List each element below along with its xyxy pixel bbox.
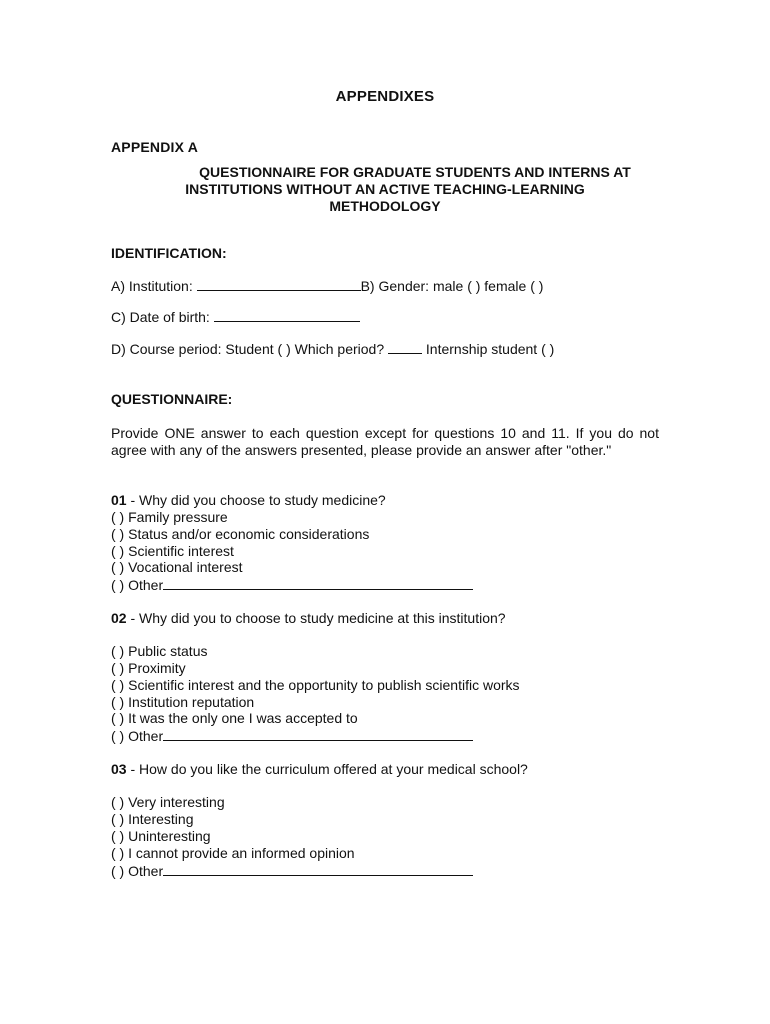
- period-field[interactable]: [388, 340, 422, 354]
- page-title: APPENDIXES: [335, 88, 435, 105]
- option-item[interactable]: ( ) Proximity: [111, 660, 186, 676]
- option-item[interactable]: ( ) Status and/or economic considerations: [111, 526, 370, 542]
- questionnaire-title-line1: QUESTIONNAIRE FOR GRADUATE STUDENTS AND INTERNS AT: [199, 164, 631, 180]
- option-item[interactable]: ( ) Scientific interest: [111, 543, 234, 559]
- question-text: - Why did you choose to study medicine?: [126, 492, 386, 508]
- appendix-label: APPENDIX A: [111, 139, 199, 155]
- question-text: - Why did you to choose to study medicine at this institution?: [126, 610, 506, 626]
- institution-label: A) Institution:: [111, 278, 197, 294]
- option-other-label: ( ) Other: [111, 577, 164, 593]
- option-item[interactable]: ( ) It was the only one I was accepted to: [111, 710, 358, 726]
- question-number: 02: [111, 610, 127, 626]
- question-number: 03: [111, 761, 127, 777]
- question-01: [111, 492, 386, 508]
- questionnaire-title-line3: METHODOLOGY: [329, 198, 441, 214]
- dob-row: [111, 308, 360, 325]
- internship-label: Internship student ( ): [422, 341, 555, 357]
- option-other-label: ( ) Other: [111, 728, 164, 744]
- question-02: [111, 610, 506, 626]
- other-field[interactable]: [163, 862, 473, 876]
- identification-header: IDENTIFICATION:: [111, 245, 227, 261]
- option-item[interactable]: ( ) Institution reputation: [111, 694, 255, 710]
- question-number: 01: [111, 492, 127, 508]
- questionnaire-header: QUESTIONNAIRE:: [111, 391, 233, 407]
- institution-row: [111, 277, 543, 294]
- question-03: [111, 761, 528, 777]
- option-item[interactable]: ( ) I cannot provide an informed opinion: [111, 845, 355, 861]
- other-field[interactable]: [163, 727, 473, 741]
- gender-label: B) Gender: male ( ) female ( ): [360, 278, 544, 294]
- instructions-paragraph: Provide ONE answer to each question except for questions 10 and 11. If you do not agree with any of the answers presented, please provide an answer after "other.": [111, 425, 659, 458]
- option-item[interactable]: ( ) Family pressure: [111, 509, 228, 525]
- option-other[interactable]: [111, 576, 473, 593]
- option-item[interactable]: ( ) Uninteresting: [111, 828, 211, 844]
- dob-label: C) Date of birth:: [111, 309, 214, 325]
- option-item[interactable]: ( ) Interesting: [111, 811, 194, 827]
- institution-field[interactable]: [197, 277, 361, 291]
- other-field[interactable]: [163, 576, 473, 590]
- course-row: [111, 340, 554, 357]
- option-other[interactable]: [111, 727, 473, 744]
- course-label: D) Course period: Student ( ) Which period?: [111, 341, 389, 357]
- option-other[interactable]: [111, 862, 473, 879]
- questionnaire-title-line2: INSTITUTIONS WITHOUT AN ACTIVE TEACHING-LEARNING: [185, 181, 585, 197]
- option-item[interactable]: ( ) Very interesting: [111, 794, 225, 810]
- question-text: - How do you like the curriculum offered at your medical school?: [126, 761, 528, 777]
- option-item[interactable]: ( ) Scientific interest and the opportunity to publish scientific works: [111, 677, 520, 693]
- option-item[interactable]: ( ) Vocational interest: [111, 559, 243, 575]
- option-other-label: ( ) Other: [111, 863, 164, 879]
- dob-field[interactable]: [214, 308, 360, 322]
- option-item[interactable]: ( ) Public status: [111, 643, 208, 659]
